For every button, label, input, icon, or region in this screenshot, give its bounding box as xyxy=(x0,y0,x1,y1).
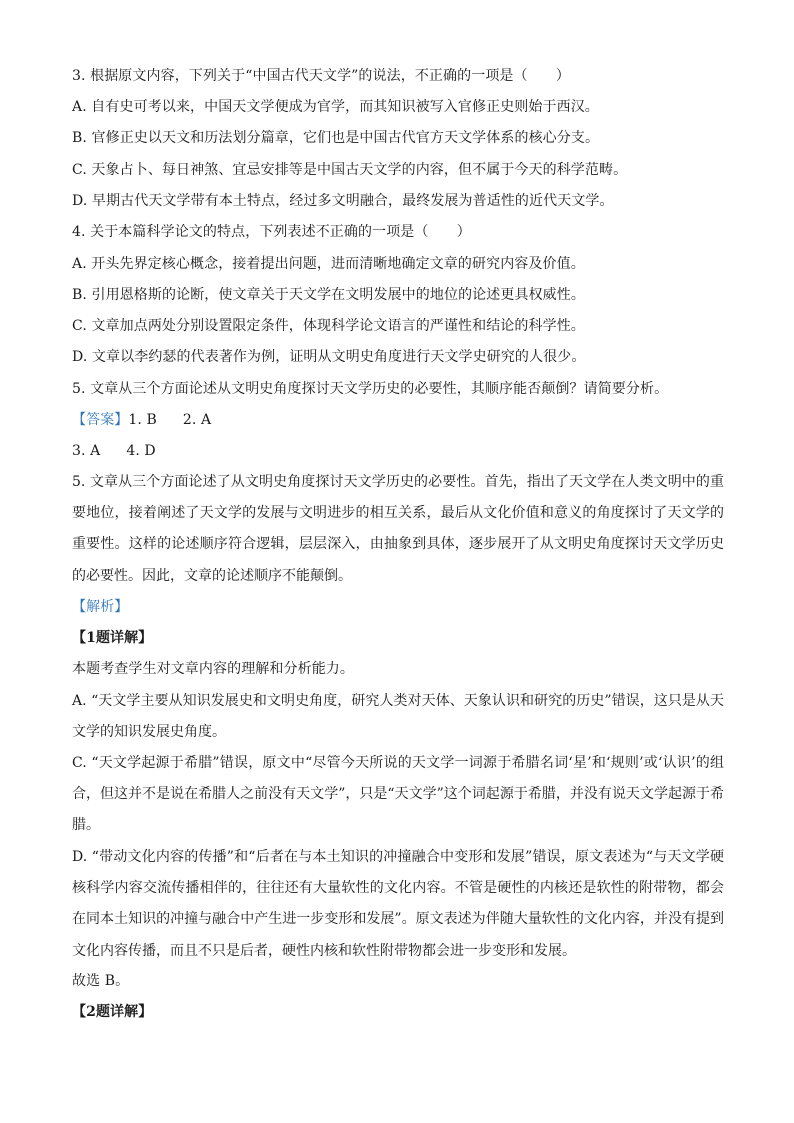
analysis-label: 【解析】 xyxy=(72,599,129,615)
analysis-q1-option-d: D. “带动文化内容的传播”和“后者在与本土知识的冲撞融合中变形和发展”错误，原文表述为“与天文学硬核科学内容交流传播相伴的，往往还有大量软性的文化内容。不管是硬性的内核还是软性的附带物，都会在同本土知识的冲撞与融合中产生进一步变形和发展”。原文表述为伴随大量软性的文化内容，并没有提到文化内容传播，而且不只是后者，硬性内核和软性附带物都会进一步变形和发展。 xyxy=(72,849,724,959)
question-3-option-b: B. 官修正史以天文和历法划分篇章，它们也是中国古代官方天文学体系的核心分支。 xyxy=(72,130,600,146)
analysis-q2-heading: 【2题详解】 xyxy=(72,1004,153,1020)
answer-3: 3. A xyxy=(72,443,101,459)
question-5-stem: 5. 文章从三个方面论述从文明史角度探讨天文学历史的必要性，其顺序能否颠倒？请简要分析。 xyxy=(72,381,669,397)
analysis-q1-intro: 本题考查学生对文章内容的理解和分析能力。 xyxy=(72,661,354,677)
question-4-stem: 4. 关于本篇科学论文的特点，下列表述不正确的一项是（ ） xyxy=(72,224,471,240)
analysis-q1-option-a: A. “天文学主要从知识发展史和文明史角度，研究人类对天体、天象认识和研究的历史”错误，这只是从天文学的知识发展史角度。 xyxy=(72,693,724,741)
question-3-option-c: C. 天象占卜、每日神煞、宜忌安排等是中国古天文学的内容，但不属于今天的科学范畴。 xyxy=(72,162,628,178)
answer-1: 1. B xyxy=(128,412,157,428)
analysis-q1-choice: 故选 B。 xyxy=(72,973,130,989)
answer-row-2 xyxy=(72,441,156,461)
question-4-option-a: A. 开头先界定核心概念，接着提出问题，进而清晰地确定文章的研究内容及价值。 xyxy=(72,256,585,272)
question-4-option-d: D. 文章以李约瑟的代表著作为例，证明从文明史角度进行天文学史研究的人很少。 xyxy=(72,349,586,365)
answer-4: 4. D xyxy=(126,443,156,459)
question-3-stem: 3. 根据原文内容，下列关于“中国古代天文学”的说法，不正确的一项是（ ） xyxy=(72,68,570,84)
answer-5-paragraph: 5. 文章从三个方面论述了从文明史角度探讨天文学历史的必要性。首先，指出了天文学在人类文明中的重要地位，接着阐述了天文学的发展与文明进步的相互关系，最后从文化价值和意义的角度探讨了天文学的重要性。这样的论述顺序符合逻辑，层层深入，由抽象到具体，逐步展开了从文明史角度探讨天文学历史的必要性。因此，文章的论述顺序不能颠倒。 xyxy=(72,474,724,584)
answer-row-1 xyxy=(72,410,211,430)
question-3-option-d: D. 早期古代天文学带有本土特点，经过多文明融合，最终发展为普适性的近代天文学。 xyxy=(72,193,614,209)
answer-label: 【答案】 xyxy=(72,412,129,428)
question-3-option-a: A. 自有史可考以来，中国天文学便成为官学，而其知识被写入官修正史则始于西汉。 xyxy=(72,99,599,115)
question-4-option-c: C. 文章加点两处分别设置限定条件，体现科学论文语言的严谨性和结论的科学性。 xyxy=(72,318,585,334)
answer-2: 2. A xyxy=(182,412,212,428)
question-4-option-b: B. 引用恩格斯的论断，使文章关于天文学在文明发展中的地位的论述更具权威性。 xyxy=(72,287,585,303)
analysis-q1-heading: 【1题详解】 xyxy=(72,630,153,646)
analysis-q1-option-c: C. “天文学起源于希腊”错误，原文中“尽管今天所说的天文学一词源于希腊名词‘星’和‘规则’或‘认识’的组合，但这并不是说在希腊人之前没有天文学”，只是“天文学”这个词起源于希腊，并没有说天文学起源于希腊。 xyxy=(72,755,724,834)
